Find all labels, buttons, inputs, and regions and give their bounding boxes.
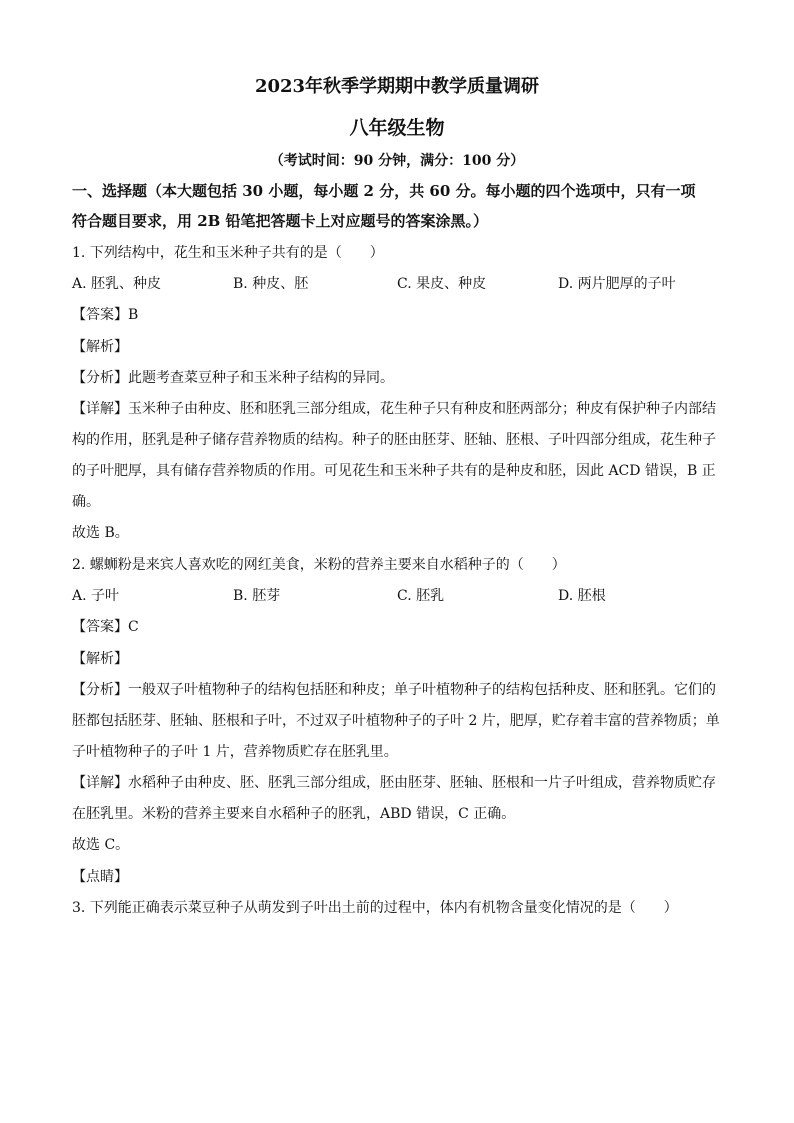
exam-info: （考试时间：90 分钟，满分：100 分） <box>269 153 525 169</box>
q3-stem: 3. 下列能正确表示菜豆种子从萌发到子叶出土前的过程中，体内有机物含量变化情况的是（ ） <box>72 900 678 916</box>
q2-option-a: A. 子叶 <box>72 588 120 604</box>
q1-option-a: A. 胚乳、种皮 <box>72 276 162 292</box>
q2-answer: 【答案】C <box>72 619 139 635</box>
exam-subtitle: 八年级生物 <box>349 117 445 139</box>
q2-option-b: B. 胚芽 <box>233 588 281 604</box>
q2-analysis-line3: 子叶植物种子的子叶 1 片，营养物质贮存在胚乳里。 <box>72 744 398 760</box>
q1-detail-line4: 确。 <box>72 494 100 510</box>
section-heading-line2: 符合题目要求，用 2B 铅笔把答题卡上对应题号的答案涂黑。） <box>72 212 489 230</box>
q2-conclusion: 故选 C。 <box>72 837 130 853</box>
q1-conclusion: 故选 B。 <box>72 525 129 541</box>
q2-option-c: C. 胚乳 <box>397 588 445 604</box>
q2-dianjing-label: 【点睛】 <box>72 869 128 885</box>
q2-detail-line2: 在胚乳里。米粉的营养主要来自水稻种子的胚乳，ABD 错误，C 正确。 <box>72 806 516 822</box>
q2-analysis-line1: 【分析】一般双子叶植物种子的结构包括胚和种皮；单子叶植物种子的结构包括种皮、胚和胚乳。它们的 <box>72 682 716 698</box>
section-heading-line1: 一、选择题（本大题包括 30 小题，每小题 2 分，共 60 分。每小题的四个选项中，只有一项 <box>72 182 696 200</box>
q1-answer: 【答案】B <box>72 307 139 323</box>
q1-detail-line2: 构的作用，胚乳是种子储存营养物质的结构。种子的胚由胚芽、胚轴、胚根、子叶四部分组成，花生种子 <box>72 432 716 448</box>
exam-title: 2023年秋季学期期中教学质量调研 <box>254 76 540 97</box>
q2-analysis-line2: 胚都包括胚芽、胚轴、胚根和子叶，不过双子叶植物种子的子叶 2 片，肥厚，贮存着丰富的营养物质；单 <box>72 713 720 729</box>
q1-option-c: C. 果皮、种皮 <box>397 276 487 292</box>
q1-stem: 1. 下列结构中，花生和玉米种子共有的是（ ） <box>72 245 384 261</box>
q1-detail-line1: 【详解】玉米种子由种皮、胚和胚乳三部分组成，花生种子只有种皮和胚两部分；种皮有保护种子内部结 <box>72 401 716 417</box>
q2-stem: 2. 螺蛳粉是来宾人喜欢吃的网红美食，米粉的营养主要来自水稻种子的（ ） <box>72 557 566 573</box>
q2-detail-line1: 【详解】水稻种子由种皮、胚、胚乳三部分组成，胚由胚芽、胚轴、胚根和一片子叶组成，营养物质贮存 <box>72 775 716 791</box>
q2-option-d: D. 胚根 <box>558 588 606 604</box>
q1-option-b: B. 种皮、胚 <box>233 276 309 292</box>
q1-analysis: 【分析】此题考查菜豆种子和玉米种子结构的异同。 <box>72 370 394 386</box>
q1-jiexi-label: 【解析】 <box>72 339 128 355</box>
q1-detail-line3: 的子叶肥厚，具有储存营养物质的作用。可见花生和玉米种子共有的是种皮和胚，因此 ACD 错误，B 正 <box>72 463 716 479</box>
q2-jiexi-label: 【解析】 <box>72 651 128 667</box>
q1-option-d: D. 两片肥厚的子叶 <box>558 276 676 292</box>
